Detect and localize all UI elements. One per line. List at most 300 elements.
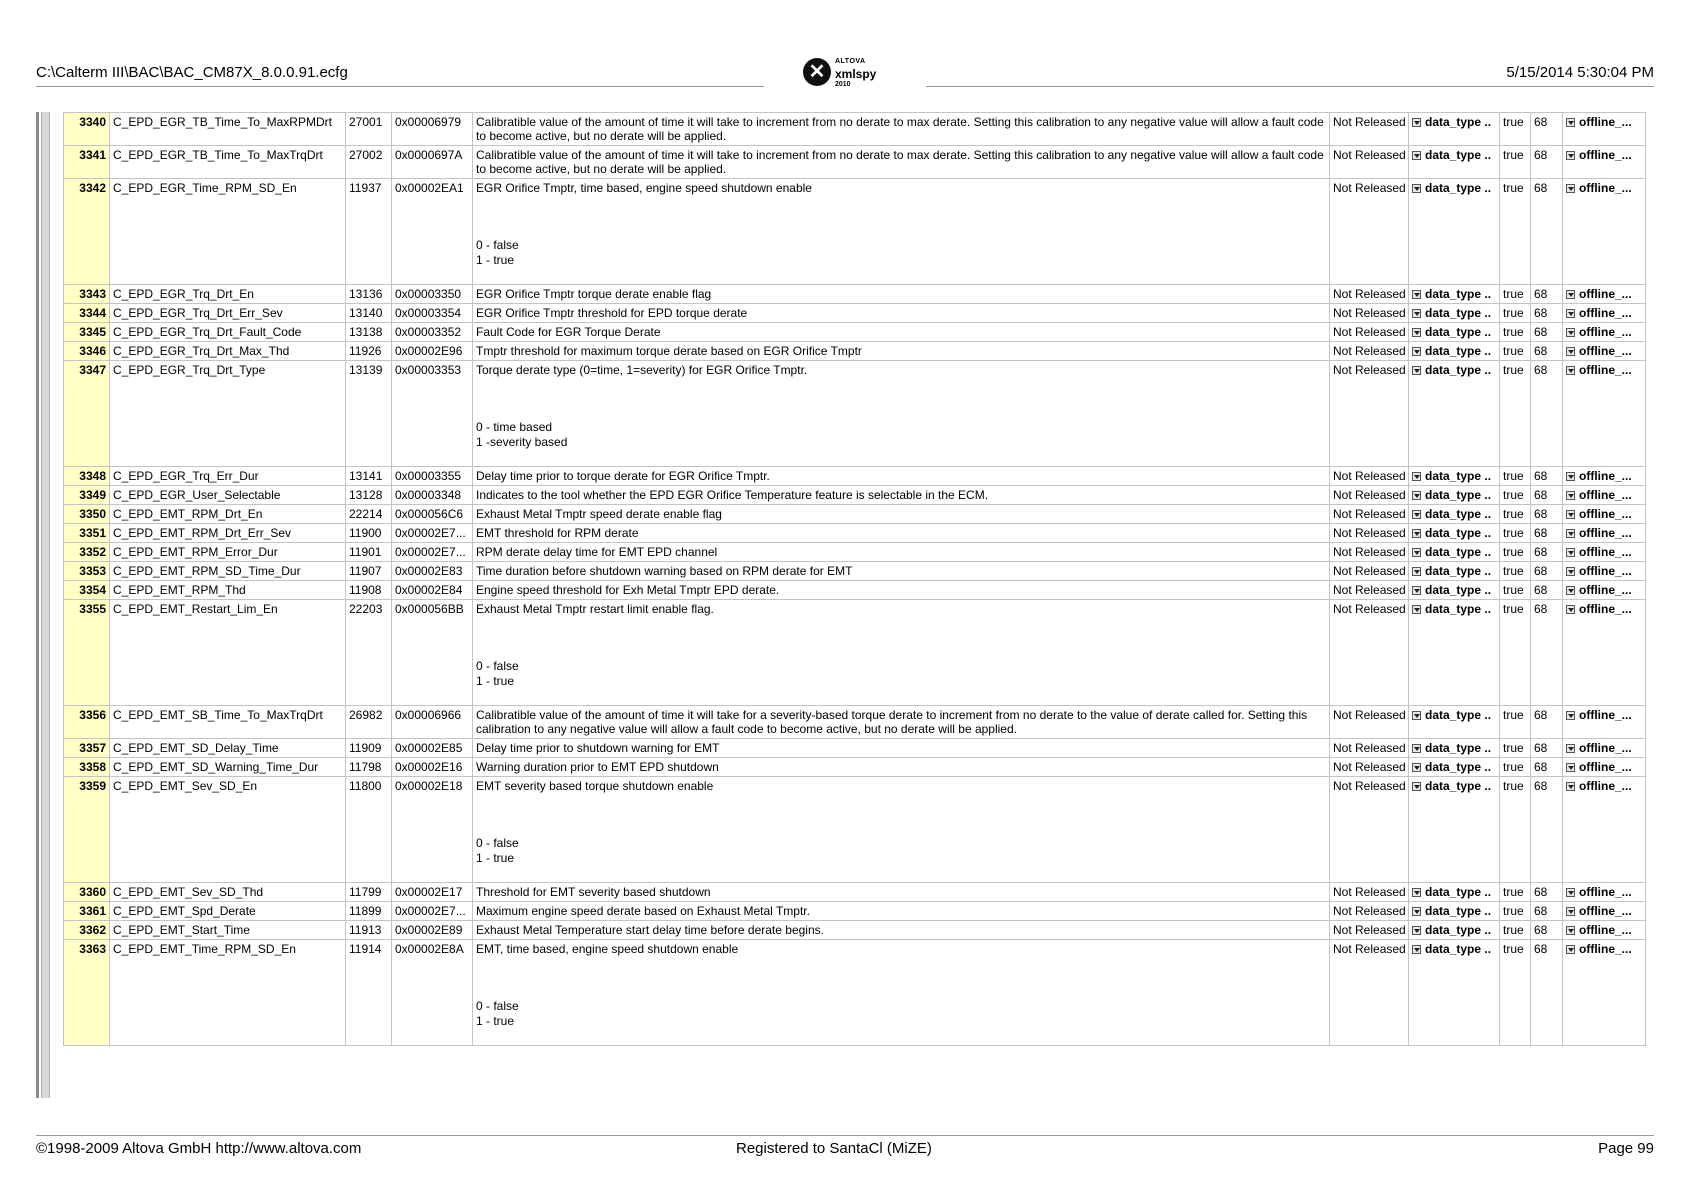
data-type-dropdown[interactable]: [1409, 940, 1500, 1046]
data-type-dropdown[interactable]: [1409, 902, 1500, 921]
parameter-name: C_EPD_EMT_RPM_Drt_Err_Sev: [110, 524, 346, 543]
parameter-description: [473, 304, 1330, 323]
parameter-name: C_EPD_EGR_TB_Time_To_MaxTrqDrt: [110, 146, 346, 179]
parameter-address: 0x00002E83: [392, 562, 473, 581]
numeric-value: 68: [1531, 739, 1563, 758]
row-number: 3341: [64, 146, 110, 179]
numeric-value: 68: [1531, 921, 1563, 940]
description-text: Exhaust Metal Tmptr speed derate enable flag: [476, 507, 722, 521]
dropdown-arrow-icon[interactable]: [1412, 782, 1421, 791]
data-type-label: data_type ..: [1425, 488, 1492, 502]
offline-label: offline_...: [1579, 469, 1632, 483]
parameter-address: 0x00002E7...: [392, 543, 473, 562]
table-row: [64, 113, 1646, 146]
dropdown-arrow-icon[interactable]: [1412, 763, 1421, 772]
data-type-dropdown[interactable]: [1409, 600, 1500, 706]
offline-dropdown[interactable]: [1563, 600, 1646, 706]
parameter-address: 0x00003352: [392, 323, 473, 342]
data-type-dropdown[interactable]: [1409, 467, 1500, 486]
row-number: 3363: [64, 940, 110, 1046]
row-number: 3351: [64, 524, 110, 543]
offline-dropdown[interactable]: [1563, 304, 1646, 323]
parameter-address: 0x000056BB: [392, 600, 473, 706]
parameter-address: 0x00002E96: [392, 342, 473, 361]
release-status: Not Released: [1330, 921, 1409, 940]
parameter-id: 11937: [346, 179, 392, 285]
offline-dropdown[interactable]: [1563, 146, 1646, 179]
flag-value: true: [1500, 706, 1531, 739]
parameter-address: 0x00003353: [392, 361, 473, 467]
dropdown-arrow-icon[interactable]: [1566, 926, 1575, 935]
dropdown-arrow-icon[interactable]: [1566, 888, 1575, 897]
description-text: EMT severity based torque shutdown enable: [476, 779, 714, 793]
data-type-label: data_type ..: [1425, 545, 1492, 559]
data-type-dropdown[interactable]: [1409, 323, 1500, 342]
table-row: [64, 940, 1646, 1046]
numeric-value: 68: [1531, 323, 1563, 342]
data-type-label: data_type ..: [1425, 885, 1492, 899]
table-row: [64, 361, 1646, 467]
dropdown-arrow-icon[interactable]: [1412, 184, 1421, 193]
release-status: Not Released: [1330, 562, 1409, 581]
parameter-address: 0x00002E7...: [392, 902, 473, 921]
parameter-description: [473, 883, 1330, 902]
data-type-dropdown[interactable]: [1409, 883, 1500, 902]
description-text: Warning duration prior to EMT EPD shutdown: [476, 760, 719, 774]
dropdown-arrow-icon[interactable]: [1412, 472, 1421, 481]
flag-value: true: [1500, 524, 1531, 543]
logo-year: 2010: [835, 81, 851, 88]
numeric-value: 68: [1531, 179, 1563, 285]
flag-value: true: [1500, 758, 1531, 777]
data-type-label: data_type ..: [1425, 507, 1492, 521]
parameter-description: [473, 777, 1330, 883]
offline-label: offline_...: [1579, 181, 1632, 195]
parameter-name: C_EPD_EGR_Trq_Drt_Fault_Code: [110, 323, 346, 342]
data-type-label: data_type ..: [1425, 923, 1492, 937]
logo-mark-icon: ✕: [803, 58, 831, 86]
parameter-description: [473, 524, 1330, 543]
parameter-id: 11926: [346, 342, 392, 361]
parameter-table: [63, 112, 1646, 1046]
offline-label: offline_...: [1579, 306, 1632, 320]
flag-value: true: [1500, 361, 1531, 467]
header-rule-left: [36, 86, 764, 87]
parameter-address: 0x00006966: [392, 706, 473, 739]
dropdown-arrow-icon[interactable]: [1412, 366, 1421, 375]
parameter-name: C_EPD_EMT_SD_Warning_Time_Dur: [110, 758, 346, 777]
offline-dropdown[interactable]: [1563, 543, 1646, 562]
parameter-id: 11909: [346, 739, 392, 758]
parameter-id: 13139: [346, 361, 392, 467]
offline-dropdown[interactable]: [1563, 285, 1646, 304]
data-type-label: data_type ..: [1425, 741, 1492, 755]
description-text: Torque derate type (0=time, 1=severity) for EGR Orifice Tmptr.: [476, 363, 808, 377]
dropdown-arrow-icon[interactable]: [1412, 744, 1421, 753]
table-row: [64, 304, 1646, 323]
dropdown-arrow-icon[interactable]: [1566, 309, 1575, 318]
dropdown-arrow-icon[interactable]: [1566, 567, 1575, 576]
data-type-label: data_type ..: [1425, 583, 1492, 597]
table-row: [64, 505, 1646, 524]
parameter-description: [473, 342, 1330, 361]
offline-dropdown[interactable]: [1563, 581, 1646, 600]
flag-value: true: [1500, 323, 1531, 342]
row-number: 3349: [64, 486, 110, 505]
parameter-name: C_EPD_EGR_TB_Time_To_MaxRPMDrt: [110, 113, 346, 146]
table-row: [64, 524, 1646, 543]
numeric-value: 68: [1531, 304, 1563, 323]
enum-value: 1 - true: [476, 851, 515, 865]
dropdown-arrow-icon[interactable]: [1566, 366, 1575, 375]
data-type-dropdown[interactable]: [1409, 921, 1500, 940]
row-number: 3343: [64, 285, 110, 304]
release-status: Not Released: [1330, 285, 1409, 304]
row-number: 3350: [64, 505, 110, 524]
altova-xmlspy-logo: [803, 55, 893, 91]
enum-values: [476, 836, 1326, 866]
description-text: Calibratible value of the amount of time it will take for a severity-based torque derate to increment from no derate to the value of derate called for. Setting this calibration to any negative value will allow a fault code to become active, but no derate will be applied.: [476, 708, 1308, 736]
row-number: 3361: [64, 902, 110, 921]
offline-dropdown[interactable]: [1563, 758, 1646, 777]
release-status: Not Released: [1330, 777, 1409, 883]
row-number: 3342: [64, 179, 110, 285]
dropdown-arrow-icon[interactable]: [1412, 529, 1421, 538]
description-text: Fault Code for EGR Torque Derate: [476, 325, 661, 339]
release-status: Not Released: [1330, 486, 1409, 505]
table-row: [64, 883, 1646, 902]
parameter-address: 0x00003354: [392, 304, 473, 323]
dropdown-arrow-icon[interactable]: [1412, 118, 1421, 127]
parameter-address: 0x00006979: [392, 113, 473, 146]
numeric-value: 68: [1531, 581, 1563, 600]
flag-value: true: [1500, 543, 1531, 562]
parameter-id: 13136: [346, 285, 392, 304]
footer-registration: Registered to SantaCl (MiZE): [736, 1140, 932, 1157]
footer-rule: [36, 1135, 1654, 1136]
dropdown-arrow-icon[interactable]: [1412, 945, 1421, 954]
data-type-dropdown[interactable]: [1409, 562, 1500, 581]
numeric-value: 68: [1531, 600, 1563, 706]
offline-dropdown[interactable]: [1563, 342, 1646, 361]
parameter-id: 22203: [346, 600, 392, 706]
parameter-name: C_EPD_EMT_Start_Time: [110, 921, 346, 940]
dropdown-arrow-icon[interactable]: [1412, 926, 1421, 935]
flag-value: true: [1500, 113, 1531, 146]
dropdown-arrow-icon[interactable]: [1566, 510, 1575, 519]
dropdown-arrow-icon[interactable]: [1566, 711, 1575, 720]
offline-label: offline_...: [1579, 287, 1632, 301]
parameter-description: [473, 323, 1330, 342]
numeric-value: 68: [1531, 285, 1563, 304]
offline-dropdown[interactable]: [1563, 739, 1646, 758]
description-text: EGR Orifice Tmptr torque derate enable flag: [476, 287, 712, 301]
parameter-name: C_EPD_EMT_Sev_SD_Thd: [110, 883, 346, 902]
offline-dropdown[interactable]: [1563, 179, 1646, 285]
offline-dropdown[interactable]: [1563, 883, 1646, 902]
parameter-address: 0x00003355: [392, 467, 473, 486]
print-datetime: 5/15/2014 5:30:04 PM: [1506, 64, 1654, 81]
offline-label: offline_...: [1579, 904, 1632, 918]
data-type-dropdown[interactable]: [1409, 706, 1500, 739]
offline-dropdown[interactable]: [1563, 361, 1646, 467]
description-text: Calibratible value of the amount of time it will take to increment from no derate to max derate. Setting this calibration to any negative value will allow a fault code to become active, but no derate will be applied.: [476, 148, 1324, 176]
row-number: 3355: [64, 600, 110, 706]
parameter-id: 13140: [346, 304, 392, 323]
description-text: EGR Orifice Tmptr, time based, engine speed shutdown enable: [476, 181, 812, 195]
flag-value: true: [1500, 562, 1531, 581]
data-type-dropdown[interactable]: [1409, 304, 1500, 323]
table-row: [64, 902, 1646, 921]
parameter-id: 11798: [346, 758, 392, 777]
dropdown-arrow-icon[interactable]: [1412, 567, 1421, 576]
parameter-description: [473, 921, 1330, 940]
table-row: [64, 146, 1646, 179]
flag-value: true: [1500, 940, 1531, 1046]
flag-value: true: [1500, 146, 1531, 179]
data-type-label: data_type ..: [1425, 181, 1492, 195]
row-number: 3344: [64, 304, 110, 323]
description-text: Tmptr threshold for maximum torque derate based on EGR Orifice Tmptr: [476, 344, 862, 358]
parameter-name: C_EPD_EGR_Time_RPM_SD_En: [110, 179, 346, 285]
parameter-name: C_EPD_EMT_Sev_SD_En: [110, 777, 346, 883]
release-status: Not Released: [1330, 883, 1409, 902]
dropdown-arrow-icon[interactable]: [1566, 151, 1575, 160]
numeric-value: 68: [1531, 113, 1563, 146]
dropdown-arrow-icon[interactable]: [1412, 309, 1421, 318]
data-type-label: data_type ..: [1425, 115, 1492, 129]
offline-dropdown[interactable]: [1563, 921, 1646, 940]
parameter-name: C_EPD_EMT_RPM_Error_Dur: [110, 543, 346, 562]
offline-dropdown[interactable]: [1563, 940, 1646, 1046]
enum-value: 0 - false: [476, 836, 519, 850]
offline-dropdown[interactable]: [1563, 706, 1646, 739]
data-type-label: data_type ..: [1425, 306, 1492, 320]
offline-label: offline_...: [1579, 363, 1632, 377]
release-status: Not Released: [1330, 739, 1409, 758]
flag-value: true: [1500, 581, 1531, 600]
data-type-dropdown[interactable]: [1409, 758, 1500, 777]
offline-label: offline_...: [1579, 583, 1632, 597]
description-text: Engine speed threshold for Exh Metal Tmptr EPD derate.: [476, 583, 780, 597]
dropdown-arrow-icon[interactable]: [1566, 472, 1575, 481]
numeric-value: 68: [1531, 883, 1563, 902]
flag-value: true: [1500, 505, 1531, 524]
parameter-id: 13128: [346, 486, 392, 505]
parameter-id: 11908: [346, 581, 392, 600]
release-status: Not Released: [1330, 600, 1409, 706]
offline-dropdown[interactable]: [1563, 113, 1646, 146]
dropdown-arrow-icon[interactable]: [1412, 151, 1421, 160]
offline-label: offline_...: [1579, 885, 1632, 899]
data-type-dropdown[interactable]: [1409, 342, 1500, 361]
parameter-description: [473, 179, 1330, 285]
parameter-id: 27002: [346, 146, 392, 179]
data-type-dropdown[interactable]: [1409, 543, 1500, 562]
dropdown-arrow-icon[interactable]: [1412, 711, 1421, 720]
dropdown-arrow-icon[interactable]: [1566, 118, 1575, 127]
parameter-address: 0x00002EA1: [392, 179, 473, 285]
data-type-dropdown[interactable]: [1409, 486, 1500, 505]
offline-label: offline_...: [1579, 325, 1632, 339]
parameter-id: 11914: [346, 940, 392, 1046]
data-type-dropdown[interactable]: [1409, 179, 1500, 285]
parameter-description: [473, 600, 1330, 706]
table-row: [64, 921, 1646, 940]
data-type-label: data_type ..: [1425, 942, 1492, 956]
dropdown-arrow-icon[interactable]: [1412, 328, 1421, 337]
dropdown-arrow-icon[interactable]: [1412, 907, 1421, 916]
dropdown-arrow-icon[interactable]: [1566, 491, 1575, 500]
parameter-id: 11913: [346, 921, 392, 940]
flag-value: true: [1500, 883, 1531, 902]
dropdown-arrow-icon[interactable]: [1566, 347, 1575, 356]
parameter-id: 11899: [346, 902, 392, 921]
offline-dropdown[interactable]: [1563, 562, 1646, 581]
offline-dropdown[interactable]: [1563, 486, 1646, 505]
data-type-label: data_type ..: [1425, 325, 1492, 339]
parameter-id: 11800: [346, 777, 392, 883]
table-row: [64, 706, 1646, 739]
parameter-description: [473, 467, 1330, 486]
parameter-description: [473, 706, 1330, 739]
data-type-dropdown[interactable]: [1409, 777, 1500, 883]
dropdown-arrow-icon[interactable]: [1566, 744, 1575, 753]
data-type-dropdown[interactable]: [1409, 146, 1500, 179]
enum-value: 0 - false: [476, 659, 519, 673]
release-status: Not Released: [1330, 505, 1409, 524]
enum-values: [476, 238, 1326, 268]
header-rule-right: [926, 86, 1654, 87]
parameter-address: 0x00002E7...: [392, 524, 473, 543]
description-text: EGR Orifice Tmptr threshold for EPD torque derate: [476, 306, 748, 320]
dropdown-arrow-icon[interactable]: [1566, 548, 1575, 557]
enum-value: 1 - true: [476, 1014, 515, 1028]
data-type-dropdown[interactable]: [1409, 739, 1500, 758]
parameter-name: C_EPD_EGR_User_Selectable: [110, 486, 346, 505]
parameter-table-body: [64, 113, 1646, 1046]
flag-value: true: [1500, 467, 1531, 486]
enum-value: 1 - true: [476, 253, 515, 267]
data-type-label: data_type ..: [1425, 904, 1492, 918]
description-text: Exhaust Metal Tmptr restart limit enable flag.: [476, 602, 714, 616]
parameter-description: [473, 739, 1330, 758]
data-type-label: data_type ..: [1425, 344, 1492, 358]
data-type-label: data_type ..: [1425, 708, 1492, 722]
data-type-dropdown[interactable]: [1409, 524, 1500, 543]
parameter-description: [473, 562, 1330, 581]
flag-value: true: [1500, 179, 1531, 285]
data-type-dropdown[interactable]: [1409, 361, 1500, 467]
parameter-name: C_EPD_EMT_RPM_Drt_En: [110, 505, 346, 524]
offline-dropdown[interactable]: [1563, 524, 1646, 543]
parameter-id: 26982: [346, 706, 392, 739]
parameter-id: 11907: [346, 562, 392, 581]
offline-dropdown[interactable]: [1563, 467, 1646, 486]
dropdown-arrow-icon[interactable]: [1412, 347, 1421, 356]
row-number: 3352: [64, 543, 110, 562]
parameter-description: [473, 285, 1330, 304]
data-type-dropdown[interactable]: [1409, 113, 1500, 146]
dropdown-arrow-icon[interactable]: [1566, 763, 1575, 772]
dropdown-arrow-icon[interactable]: [1566, 907, 1575, 916]
release-status: Not Released: [1330, 146, 1409, 179]
dropdown-arrow-icon[interactable]: [1566, 945, 1575, 954]
dropdown-arrow-icon[interactable]: [1566, 184, 1575, 193]
enum-value: 1 - true: [476, 674, 515, 688]
release-status: Not Released: [1330, 361, 1409, 467]
parameter-name: C_EPD_EMT_RPM_Thd: [110, 581, 346, 600]
description-text: Delay time prior to torque derate for EGR Orifice Tmptr.: [476, 469, 770, 483]
dropdown-arrow-icon[interactable]: [1566, 328, 1575, 337]
release-status: Not Released: [1330, 581, 1409, 600]
parameter-address: 0x00002E84: [392, 581, 473, 600]
offline-dropdown[interactable]: [1563, 777, 1646, 883]
numeric-value: 68: [1531, 940, 1563, 1046]
release-status: Not Released: [1330, 113, 1409, 146]
offline-label: offline_...: [1579, 779, 1632, 793]
dropdown-arrow-icon[interactable]: [1412, 888, 1421, 897]
dropdown-arrow-icon[interactable]: [1412, 491, 1421, 500]
release-status: Not Released: [1330, 342, 1409, 361]
data-type-dropdown[interactable]: [1409, 581, 1500, 600]
description-text: EMT, time based, engine speed shutdown enable: [476, 942, 739, 956]
dropdown-arrow-icon[interactable]: [1412, 548, 1421, 557]
data-type-dropdown[interactable]: [1409, 285, 1500, 304]
dropdown-arrow-icon[interactable]: [1566, 605, 1575, 614]
release-status: Not Released: [1330, 902, 1409, 921]
offline-dropdown[interactable]: [1563, 323, 1646, 342]
flag-value: true: [1500, 600, 1531, 706]
parameter-description: [473, 146, 1330, 179]
row-number: 3353: [64, 562, 110, 581]
row-number: 3346: [64, 342, 110, 361]
numeric-value: 68: [1531, 361, 1563, 467]
parameter-name: C_EPD_EGR_Trq_Drt_En: [110, 285, 346, 304]
data-type-label: data_type ..: [1425, 760, 1492, 774]
offline-dropdown[interactable]: [1563, 902, 1646, 921]
dropdown-arrow-icon[interactable]: [1566, 529, 1575, 538]
description-text: Calibratible value of the amount of time it will take to increment from no derate to max derate. Setting this calibration to any negative value will allow a fault code to become active, but no derate will be applied.: [476, 115, 1324, 143]
parameter-id: 11900: [346, 524, 392, 543]
data-type-dropdown[interactable]: [1409, 505, 1500, 524]
logo-product: xmlspy: [835, 67, 877, 81]
dropdown-arrow-icon[interactable]: [1566, 586, 1575, 595]
release-status: Not Released: [1330, 706, 1409, 739]
description-text: EMT threshold for RPM derate: [476, 526, 639, 540]
flag-value: true: [1500, 921, 1531, 940]
enum-value: 0 - time based: [476, 420, 553, 434]
flag-value: true: [1500, 902, 1531, 921]
document-path: C:\Calterm III\BAC\BAC_CM87X_8.0.0.91.ecfg: [36, 64, 348, 81]
description-text: Maximum engine speed derate based on Exhaust Metal Tmptr.: [476, 904, 810, 918]
release-status: Not Released: [1330, 304, 1409, 323]
offline-dropdown[interactable]: [1563, 505, 1646, 524]
description-text: Exhaust Metal Temperature start delay time before derate begins.: [476, 923, 824, 937]
table-row: [64, 179, 1646, 285]
numeric-value: 68: [1531, 562, 1563, 581]
dropdown-arrow-icon[interactable]: [1566, 782, 1575, 791]
description-text: Indicates to the tool whether the EPD EGR Orifice Temperature feature is selectable in the ECM.: [476, 488, 989, 502]
offline-label: offline_...: [1579, 115, 1632, 129]
dropdown-arrow-icon[interactable]: [1412, 290, 1421, 299]
dropdown-arrow-icon[interactable]: [1412, 605, 1421, 614]
dropdown-arrow-icon[interactable]: [1566, 290, 1575, 299]
dropdown-arrow-icon[interactable]: [1412, 586, 1421, 595]
parameter-address: 0x00002E18: [392, 777, 473, 883]
dropdown-arrow-icon[interactable]: [1412, 510, 1421, 519]
footer-copyright: ©1998-2009 Altova GmbH http://www.altova.com: [36, 1140, 362, 1157]
